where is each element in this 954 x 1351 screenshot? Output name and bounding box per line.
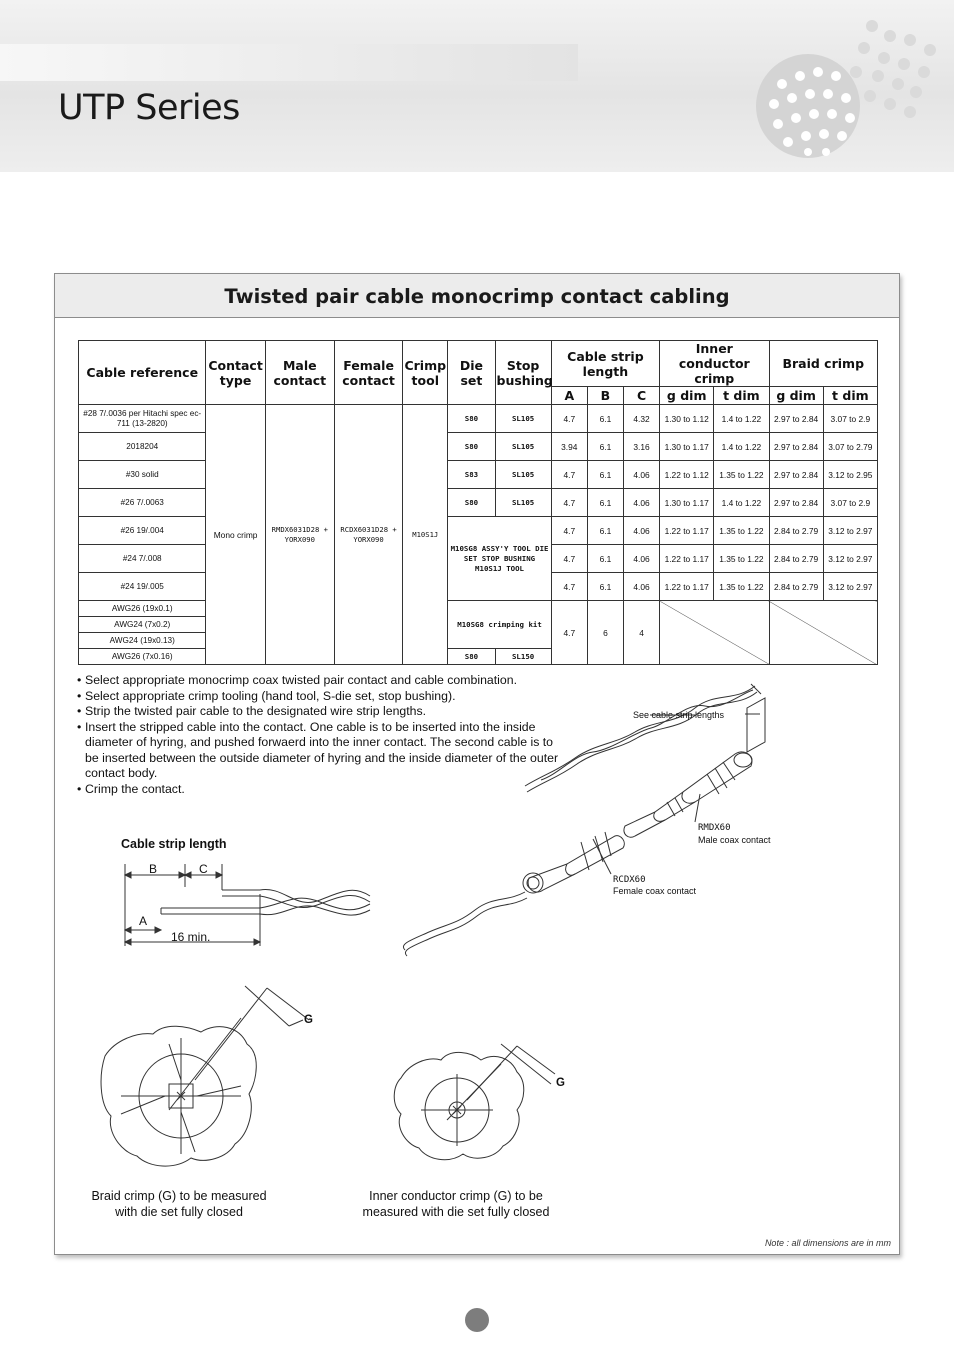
strip-diagram-title: Cable strip length: [121, 837, 227, 851]
braid-t-dim: 3.12 to 2.95: [823, 461, 877, 489]
cable-reference: #24 7/.008: [79, 545, 206, 573]
strip-b: 6.1: [587, 545, 623, 573]
cable-reference: #26 7/.0063: [79, 489, 206, 517]
female-contact: RCDX6031D28 + YORX090: [334, 405, 402, 665]
cable-reference: #30 solid: [79, 461, 206, 489]
braid-g-label: G: [304, 1014, 313, 1026]
header-inner-g-dim: g dim: [660, 387, 714, 405]
strip-b: 6: [587, 601, 623, 665]
strip-b: 6.1: [587, 433, 623, 461]
list-item: • Select appropriate crimp tooling (hand tool, S-die set, stop bushing).: [77, 689, 567, 705]
header-cable-strip-length: Cable strip length: [551, 341, 659, 387]
male-contact: RMDX6031D28 + YORX090: [265, 405, 334, 665]
see-strip-label: See cable strip lengths: [633, 710, 725, 720]
strip-a: 4.7: [551, 545, 587, 573]
dimensions-note: Note : all dimensions are in mm: [764, 1238, 891, 1248]
inner-g-dim: 1.22 to 1.17: [660, 573, 714, 601]
inner-t-dim: 1.4 to 1.22: [714, 433, 769, 461]
female-contact-code: RCDX60: [613, 875, 646, 885]
header-stop-bushing: Stop bushing: [495, 341, 551, 405]
stop-bushing: SL150: [495, 649, 551, 665]
list-item: • Strip the twisted pair cable to the designated wire strip lengths.: [77, 704, 567, 720]
strip-a: 4.7: [551, 461, 587, 489]
cable-reference: AWG24 (19x0.13): [79, 633, 206, 649]
kit-note: M10SG8 crimping kit: [448, 601, 551, 649]
die-set: S80: [448, 649, 495, 665]
strip-a: 4.7: [551, 573, 587, 601]
strip-c: 4.06: [623, 489, 659, 517]
braid-t-dim: 3.12 to 2.97: [823, 545, 877, 573]
inner-g-dim: 1.22 to 1.12: [660, 461, 714, 489]
strip-c: 4.06: [623, 573, 659, 601]
strip-b: 6.1: [587, 573, 623, 601]
inner-g-dim: 1.22 to 1.17: [660, 517, 714, 545]
inner-t-dim: 1.4 to 1.22: [714, 489, 769, 517]
cable-reference: AWG24 (7x0.2): [79, 617, 206, 633]
braid-g-dim: 2.84 to 2.79: [769, 573, 823, 601]
braid-g-dim: 2.97 to 2.84: [769, 433, 823, 461]
header-male-contact: Male contact: [265, 341, 334, 405]
strip-label-min: 16 min.: [171, 930, 211, 944]
strip-label-b: B: [149, 862, 158, 876]
stop-bushing: SL105: [495, 461, 551, 489]
contact-type: Mono crimp: [206, 405, 265, 665]
strip-c: 3.16: [623, 433, 659, 461]
strip-c: 4.06: [623, 461, 659, 489]
inner-g-dim: 1.30 to 1.17: [660, 489, 714, 517]
header-braid-crimp: Braid crimp: [769, 341, 878, 387]
strip-a: 3.94: [551, 433, 587, 461]
list-item: • Crimp the contact.: [77, 782, 567, 798]
cable-reference: #28 7/.0036 per Hitachi spec ec-711 (13-2820): [79, 405, 206, 433]
header-inner-conductor-crimp: Inner conductor crimp: [660, 341, 769, 387]
die-set: S80: [448, 405, 495, 433]
dots-logo-icon: [752, 14, 952, 172]
crimp-tool: M10S1J: [403, 405, 448, 665]
cable-reference: #26 19/.004: [79, 517, 206, 545]
header-crimp-tool: Crimp tool: [403, 341, 448, 405]
die-set: S80: [448, 433, 495, 461]
header-inner-t-dim: t dim: [714, 387, 769, 405]
strip-a: 4.7: [551, 601, 587, 665]
cable-reference: 2018204: [79, 433, 206, 461]
inner-t-dim: 1.35 to 1.22: [714, 573, 769, 601]
braid-g-dim: 2.97 to 2.84: [769, 405, 823, 433]
die-set: S80: [448, 489, 495, 517]
strip-a: 4.7: [551, 489, 587, 517]
inner-g-dim: 1.22 to 1.17: [660, 545, 714, 573]
strip-c: 4: [623, 601, 659, 665]
braid-t-dim: 3.07 to 2.9: [823, 405, 877, 433]
cable-reference: AWG26 (19x0.1): [79, 601, 206, 617]
stop-bushing: SL105: [495, 433, 551, 461]
list-item: • Select appropriate monocrimp coax twisted pair contact and cable combination.: [77, 673, 567, 689]
header-b: B: [587, 387, 623, 405]
braid-t-dim: 3.07 to 2.79: [823, 433, 877, 461]
header-die-set: Die set: [448, 341, 495, 405]
technical-drawings: [55, 274, 899, 1254]
braid-t-dim: 3.07 to 2.9: [823, 489, 877, 517]
page-number-dot: [465, 1308, 489, 1332]
header-c: C: [623, 387, 659, 405]
inner-t-dim: 1.35 to 1.22: [714, 545, 769, 573]
header-braid-t-dim: t dim: [823, 387, 877, 405]
header-cable-reference: Cable reference: [79, 341, 206, 405]
braid-g-dim: 2.97 to 2.84: [769, 489, 823, 517]
die-set: S83: [448, 461, 495, 489]
inner-crimp-caption: Inner conductor crimp (G) to be measured with die set fully closed: [362, 1189, 550, 1219]
header-braid-g-dim: g dim: [769, 387, 823, 405]
strip-a: 4.7: [551, 405, 587, 433]
header-contact-type: Contact type: [206, 341, 265, 405]
strip-label-a: A: [139, 914, 148, 928]
female-contact-desc: Female coax contact: [613, 886, 697, 896]
assy-note: M10SG8 ASSY'Y TOOL DIE SET STOP BUSHING M10S1J TOOL: [448, 517, 551, 601]
stop-bushing: SL105: [495, 405, 551, 433]
header-female-contact: Female contact: [334, 341, 402, 405]
strip-label-c: C: [199, 862, 208, 876]
strip-c: 4.32: [623, 405, 659, 433]
page-title: UTP Series: [58, 88, 240, 128]
inner-t-dim: 1.35 to 1.22: [714, 517, 769, 545]
strip-a: 4.7: [551, 517, 587, 545]
cabling-panel: [54, 273, 900, 1255]
strip-b: 6.1: [587, 461, 623, 489]
strip-b: 6.1: [587, 517, 623, 545]
braid-t-dim: 3.12 to 2.97: [823, 517, 877, 545]
braid-g-dim: 2.97 to 2.84: [769, 461, 823, 489]
header-bar: [0, 44, 578, 81]
braid-t-dim: 3.12 to 2.97: [823, 573, 877, 601]
inner-t-dim: 1.4 to 1.22: [714, 405, 769, 433]
strip-c: 4.06: [623, 517, 659, 545]
cable-reference: AWG26 (7x0.16): [79, 649, 206, 665]
header-a: A: [551, 387, 587, 405]
strip-c: 4.06: [623, 545, 659, 573]
inner-g-label: G: [556, 1077, 565, 1089]
strip-b: 6.1: [587, 489, 623, 517]
braid-g-dim: 2.84 to 2.79: [769, 517, 823, 545]
panel-title: Twisted pair cable monocrimp contact cabling: [224, 285, 730, 308]
male-contact-code: RMDX60: [698, 823, 731, 833]
braid-g-dim: 2.84 to 2.79: [769, 545, 823, 573]
list-item: • Insert the stripped cable into the contact. One cable is to be inserted into the inside diameter of hyring, and pushed forwaerd into the inner contact. The second cable is to be inserted between the outside diameter of hyring and the inside diameter of the outer contact body.: [77, 720, 567, 782]
inner-t-dim: 1.35 to 1.22: [714, 461, 769, 489]
strip-b: 6.1: [587, 405, 623, 433]
inner-g-dim: 1.30 to 1.17: [660, 433, 714, 461]
braid-crimp-caption: Braid crimp (G) to be measured with die set fully closed: [91, 1189, 267, 1219]
inner-g-dim: 1.30 to 1.12: [660, 405, 714, 433]
male-contact-desc: Male coax contact: [698, 835, 771, 845]
stop-bushing: SL105: [495, 489, 551, 517]
cable-reference: #24 19/.005: [79, 573, 206, 601]
